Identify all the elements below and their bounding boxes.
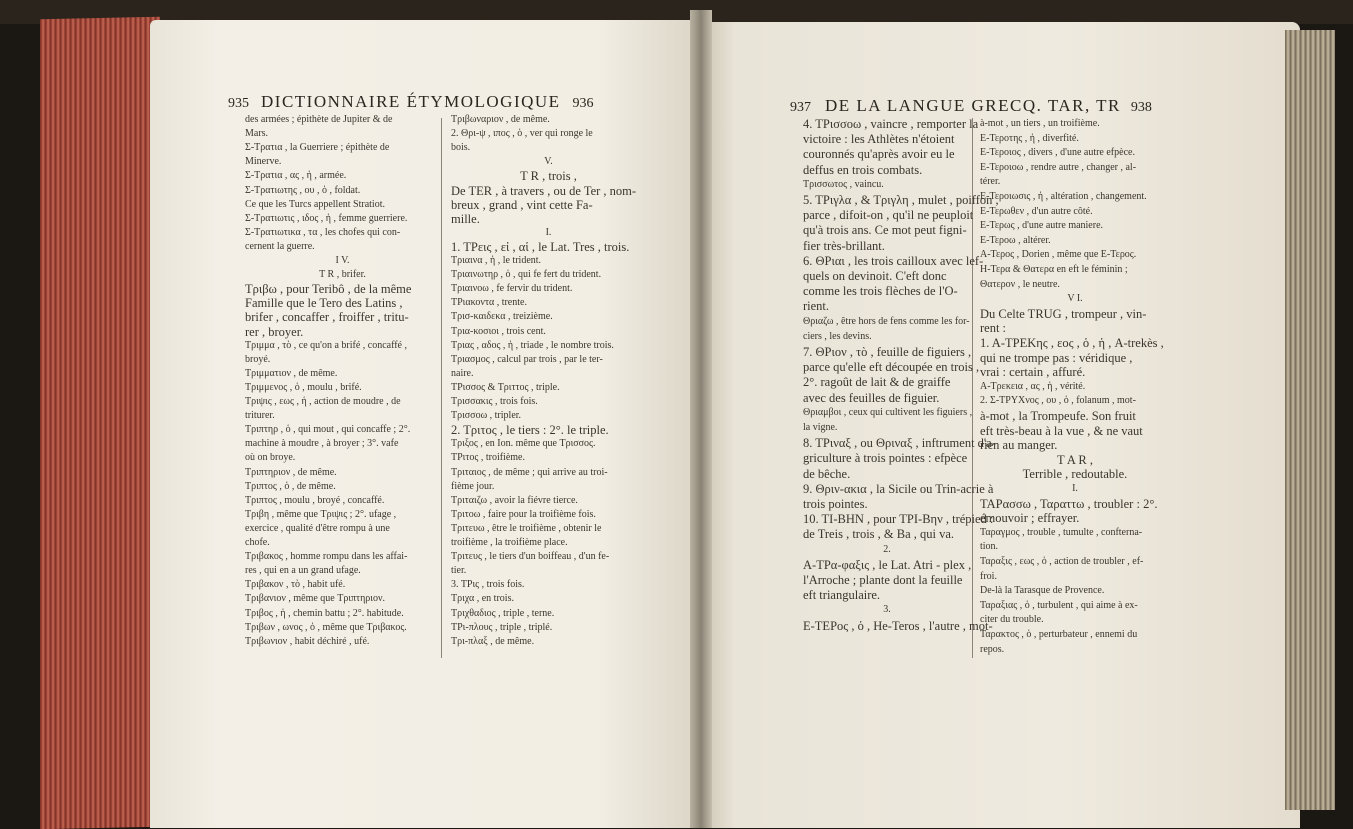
text-line: T R , trois , <box>520 169 577 184</box>
text-line: tion. <box>980 541 999 553</box>
text-line: triturer. <box>245 410 275 422</box>
text-line: T A R , <box>1057 452 1093 467</box>
text-line: Τρια-κοσιοι , trois cent. <box>451 325 546 337</box>
text-line: Σ-Τρατιωτης , ου , ὁ , foldat. <box>245 184 361 196</box>
text-line: parce , difoit-on , qu'il ne peuploit <box>803 208 974 223</box>
text-line: Τριμματιον , de même. <box>245 367 338 379</box>
text-line: citer du trouble. <box>980 614 1044 626</box>
text-line: Τριβος , ἡ , chemin battu ; 2°. habitude. <box>245 607 404 619</box>
running-title: DICTIONNAIRE ÉTYMOLOGIQUE <box>261 92 561 111</box>
text-line: Τρισ-καιδεκα , treizième. <box>451 311 553 323</box>
text-line: Τριχα , en trois. <box>451 593 514 605</box>
text-line: ΤΡιακοντα , trente. <box>451 297 527 309</box>
text-line: 2. Σ-ΤΡΥΧνος , ου , ὁ , folanum , mot- <box>980 395 1136 407</box>
text-line: Τριτευς , le tiers d'un boiffeau , d'un fe- <box>451 551 610 563</box>
text-line: repos. <box>980 643 1005 655</box>
text-line: 10. ΤΙ-ΒΗΝ , pour ΤΡΙ-Βην , trépied : <box>803 512 994 527</box>
text-line: Τριβακος , homme rompu dans les affai- <box>245 551 408 563</box>
text-line: Τριας , αδος , ἡ , triade , le nombre trois. <box>451 339 614 351</box>
text-line: Ε-Τερωθεν , d'un autre côté. <box>980 205 1093 217</box>
text-line: ciers , les devins. <box>803 330 872 342</box>
text-line: 2°. ragoût de lait & de graiffe <box>803 375 951 390</box>
text-line: I. <box>1072 483 1078 494</box>
text-line: Θατερον , le neutre. <box>980 278 1060 290</box>
text-line: 5. ΤΡιγλα , & Τριγλη , mulet , poiffon , <box>803 193 999 207</box>
text-line: qu'à trois ans. Ce mot peut figni- <box>803 223 967 238</box>
text-line: ΤΡι-πλους , triple , triplé. <box>451 621 553 633</box>
text-line: rien au manger. <box>980 438 1058 453</box>
text-line: brifer , concaffer , froiffer , tritu- <box>245 310 409 325</box>
text-line: 2. <box>883 543 891 555</box>
text-line: Σ-Τρατια , ας , ἡ , armée. <box>245 170 347 182</box>
left-page-edges <box>40 17 160 829</box>
text-line: ΤΑΡασσω , Ταραττω , troubler : 2°. <box>980 496 1158 511</box>
text-line: Τριψις , εως , ἡ , action de moudre , de <box>245 396 401 407</box>
text-line: Σ-Τρατια , la Guerriere ; épithète de <box>245 142 390 154</box>
right-page-edges <box>1285 30 1335 810</box>
text-line: naire. <box>451 367 474 379</box>
text-line: Ε-Τεροιοω , rendre autre , changer , al- <box>980 161 1137 173</box>
text-line: à-mot , la Trompeufe. Son fruit <box>980 409 1136 423</box>
text-line: Ε-Τερως , d'une autre maniere. <box>980 220 1104 232</box>
text-line: Θριαζω , être hors de fens comme les for- <box>803 315 970 327</box>
text-line: la vigne. <box>803 422 838 433</box>
text-line: Ταρακτος , ὁ , perturbateur , ennemi du <box>980 629 1138 640</box>
text-line: Terrible , redoutable. <box>1022 467 1128 482</box>
text-line: tier. <box>451 565 467 577</box>
text-line: Ce que les Turcs appellent Stratiot. <box>245 198 385 210</box>
text-line: mille. <box>451 211 480 226</box>
text-line: Α-Τερος , Dorien , même que Ε-Τερος. <box>980 249 1137 261</box>
page-number: 937 <box>790 100 811 115</box>
text-line: de Treis , trois , & Ba , qui va. <box>803 527 955 542</box>
text-line: Τρισσακις , trois fois. <box>451 396 538 407</box>
text-line: Σ-Τρατιωτικα , τα , les chofes qui con- <box>245 226 401 238</box>
text-line: Minerve. <box>245 156 282 168</box>
text-line: Τριαινωτηρ , ὁ , qui fe fert du trident. <box>451 269 602 281</box>
text-line: De TER , à travers , ou de Ter , nom- <box>451 183 637 198</box>
text-line: T R , brifer. <box>319 269 366 281</box>
text-line: Ε-Τεροιωσις , ἡ , altération , changement. <box>980 191 1147 202</box>
text-line: Α-Τρεκεια , ας , ἡ , vérité. <box>980 380 1086 392</box>
text-line: deffus en trois combats. <box>803 162 923 177</box>
text-line: Τριχθαδιος , triple , terne. <box>451 607 555 619</box>
text-line: Θριαμβοι , ceux qui cultivent les figuiers , <box>803 406 973 418</box>
text-line: Τριτευω , être le troifième , obtenir le <box>451 522 602 534</box>
text-line: fier très-brillant. <box>803 238 885 253</box>
text-line: Ε-Τεροω , altérer. <box>980 234 1051 246</box>
text-line: machine à moudre , à broyer ; 3°. vafe <box>245 438 399 450</box>
text-line: 1. Α-ΤΡΕΚης , εος , ὁ , ἡ , A-trekès , <box>980 336 1164 350</box>
text-line: Τριμμενος , ὁ , moulu , brifé. <box>245 381 362 393</box>
text-line: Ε-ΤΕΡος , ὁ , He-Teros , l'autre , mot- <box>803 618 993 633</box>
text-line: 4. ΤΡισσοω , vaincre , remporter la <box>803 117 979 131</box>
text-line: Ταραγμος , trouble , tumulte , confterna- <box>980 526 1143 538</box>
text-line: 8. ΤΡιναξ , ou Θριναξ , inftrument d'a- <box>803 436 996 451</box>
text-line: vrai : certain , affuré. <box>980 365 1086 380</box>
text-line: breux , grand , vint cette Fa- <box>451 197 593 212</box>
text-line: Τριασμος , calcul par trois , par le ter- <box>451 353 603 365</box>
text-line: griculture à trois pointes : efpèce <box>803 451 968 466</box>
text-line: Τριβη , même que Τριψις ; 2°. ufage , <box>245 508 397 520</box>
text-line: rer , broyer. <box>245 324 304 339</box>
text-line: Ταραξις , εως , ὁ , action de troubler , ef- <box>980 556 1144 567</box>
text-line: V I. <box>1067 293 1083 305</box>
text-line: Τριαινα , ἡ , le trident. <box>451 255 542 266</box>
text-line: res , qui en a un grand ufage. <box>245 565 361 577</box>
text-line: Tριβω , pour Teribô , de la même <box>245 282 412 297</box>
text-line: exercice , qualité d'être rompu à une <box>245 522 390 534</box>
text-line: V. <box>544 156 553 168</box>
text-line: émouvoir ; effrayer. <box>980 511 1080 526</box>
text-line: Τρισσωτος , vaincu. <box>803 178 884 190</box>
text-line: Τριβωναριον , de même. <box>451 114 550 125</box>
text-line: Τριβανιον , même que Τριπτηριον. <box>245 593 386 605</box>
text-line: Τρισσοω , tripler. <box>451 410 522 422</box>
text-line: Τριπτηρ , ὁ , qui mout , qui concaffe ; 2°. <box>245 424 411 436</box>
text-line: parce qu'elle eft découpée en trois , <box>803 360 980 375</box>
page-number: 938 <box>1130 100 1152 115</box>
text-line: 2. Τριτος , le tiers : 2°. le triple. <box>451 423 609 438</box>
text-line: Τριταιζω , avoir la fiévre tierce. <box>451 494 578 506</box>
text-line: où on broye. <box>245 452 296 464</box>
text-line: térer. <box>980 176 1001 188</box>
text-line: comme les trois flèches de l'O- <box>803 284 958 299</box>
text-line: couronnés qu'après avoir eu le <box>803 147 955 162</box>
right-page-header <box>790 96 1152 116</box>
book-gutter <box>690 10 712 828</box>
text-line: avec des feuilles de figuier. <box>803 390 940 405</box>
text-line: I V. <box>335 255 350 266</box>
text-line: eft très-beau à la vue , & ne vaut <box>980 423 1143 438</box>
text-line: bois. <box>451 142 471 154</box>
text-line: broyé. <box>245 353 271 365</box>
text-line: 7. ΘΡιον , τὸ , feuille de figuiers , <box>803 345 972 359</box>
running-title: DE LA LANGUE GRECQ. TAR, TR <box>825 96 1121 115</box>
text-line: l'Arroche ; plante dont la feuille <box>803 573 963 587</box>
text-line: Τριτοω , faire pour la troifième fois. <box>451 508 596 520</box>
text-line: Η-Τερα & Θατερα en eft le féminin ; <box>980 264 1128 275</box>
text-line: de bêche. <box>803 466 851 481</box>
text-line: victoire : les Athlètes n'étoient <box>803 132 955 147</box>
text-line: Du Celte TRUG , trompeur , vin- <box>980 306 1147 321</box>
text-line: troifième , la troifième place. <box>451 537 568 548</box>
text-line: cernent la guerre. <box>245 240 315 252</box>
text-line: Τριμμα , τὸ , ce qu'on a brifé , concaffé , <box>245 339 407 351</box>
text-line: Ε-Τεροιος , divers , d'une autre efpèce. <box>980 147 1135 159</box>
text-line: 2. Θρι-ψ , ιπος , ὁ , ver qui ronge le <box>451 128 593 140</box>
left-page <box>150 20 710 828</box>
text-line: Τριβακον , τὸ , habit ufé. <box>245 579 346 591</box>
text-line: Σ-Τρατιωτις , ιδος , ἡ , femme guerriere. <box>245 212 408 224</box>
text-line: 3. <box>883 604 891 616</box>
text-line: Τριταιος , de même ; qui arrive au troi- <box>451 466 608 478</box>
text-line: De-là la Tarasque de Provence. <box>980 585 1105 597</box>
text-line: Τριβων , ωνος , ὁ , même que Τριβακος. <box>245 621 407 633</box>
text-line: Ε-Τεροτης , ἡ , diverfité. <box>980 132 1079 144</box>
text-line: qui ne trompe pas : véridique , <box>980 350 1133 365</box>
text-line: Τριξος , en Ion. même que Τρισσος. <box>451 438 596 450</box>
text-line: Τριπτος , moulu , broyé , concaffé. <box>245 494 385 506</box>
text-line: 6. ΘΡιαι , les trois cailloux avec lef- <box>803 253 984 268</box>
text-line: Α-ΤΡα-φαξις , le Lat. Atri - plex , <box>803 557 972 572</box>
text-line: quels on devinoit. C'eft donc <box>803 269 947 283</box>
text-line: à-mot , un tiers , un troifième. <box>980 118 1100 129</box>
column-rule <box>441 118 442 658</box>
text-line: 3. ΤΡις , trois fois. <box>451 579 525 591</box>
text-line: rent : <box>980 321 1007 336</box>
text-line: ΤΡισσος & Τριττος , triple. <box>451 381 560 393</box>
text-line: eft triangulaire. <box>803 588 881 603</box>
text-line: rient. <box>803 299 830 314</box>
text-line: I. <box>545 226 552 238</box>
text-line: ΤΡιτος , troifième. <box>451 452 525 464</box>
left-page-header <box>228 92 594 112</box>
text-line: chofe. <box>245 537 270 548</box>
text-line: Τριβωνιον , habit déchiré , ufé. <box>245 635 370 647</box>
text-line: des armées ; épithète de Jupiter & de <box>245 114 393 125</box>
text-line: Τριπτος , ὁ , de même. <box>245 480 336 492</box>
text-line: froi. <box>980 570 997 582</box>
text-line: Τριαινοω , fe fervir du trident. <box>451 283 573 295</box>
text-line: Τριπτηριον , de même. <box>245 466 337 478</box>
text-line: Τρι-πλαξ , de même. <box>451 635 535 647</box>
text-line: Mars. <box>245 128 269 140</box>
text-line: trois pointes. <box>803 497 868 511</box>
text-line: Famille que le Tero des Latins , <box>245 296 403 311</box>
page-number: 936 <box>572 96 594 111</box>
page-number: 935 <box>228 96 249 111</box>
text-line: 1. ΤΡεις , εἰ , αἱ , le Lat. Tres , trois. <box>451 239 630 254</box>
text-line: Ταραξιας , ὁ , turbulent , qui aime à ex- <box>980 599 1138 611</box>
text-line: 9. Θριν-ακια , la Sicile ou Trin-acrie à <box>803 481 994 496</box>
text-line: fième jour. <box>451 480 495 492</box>
